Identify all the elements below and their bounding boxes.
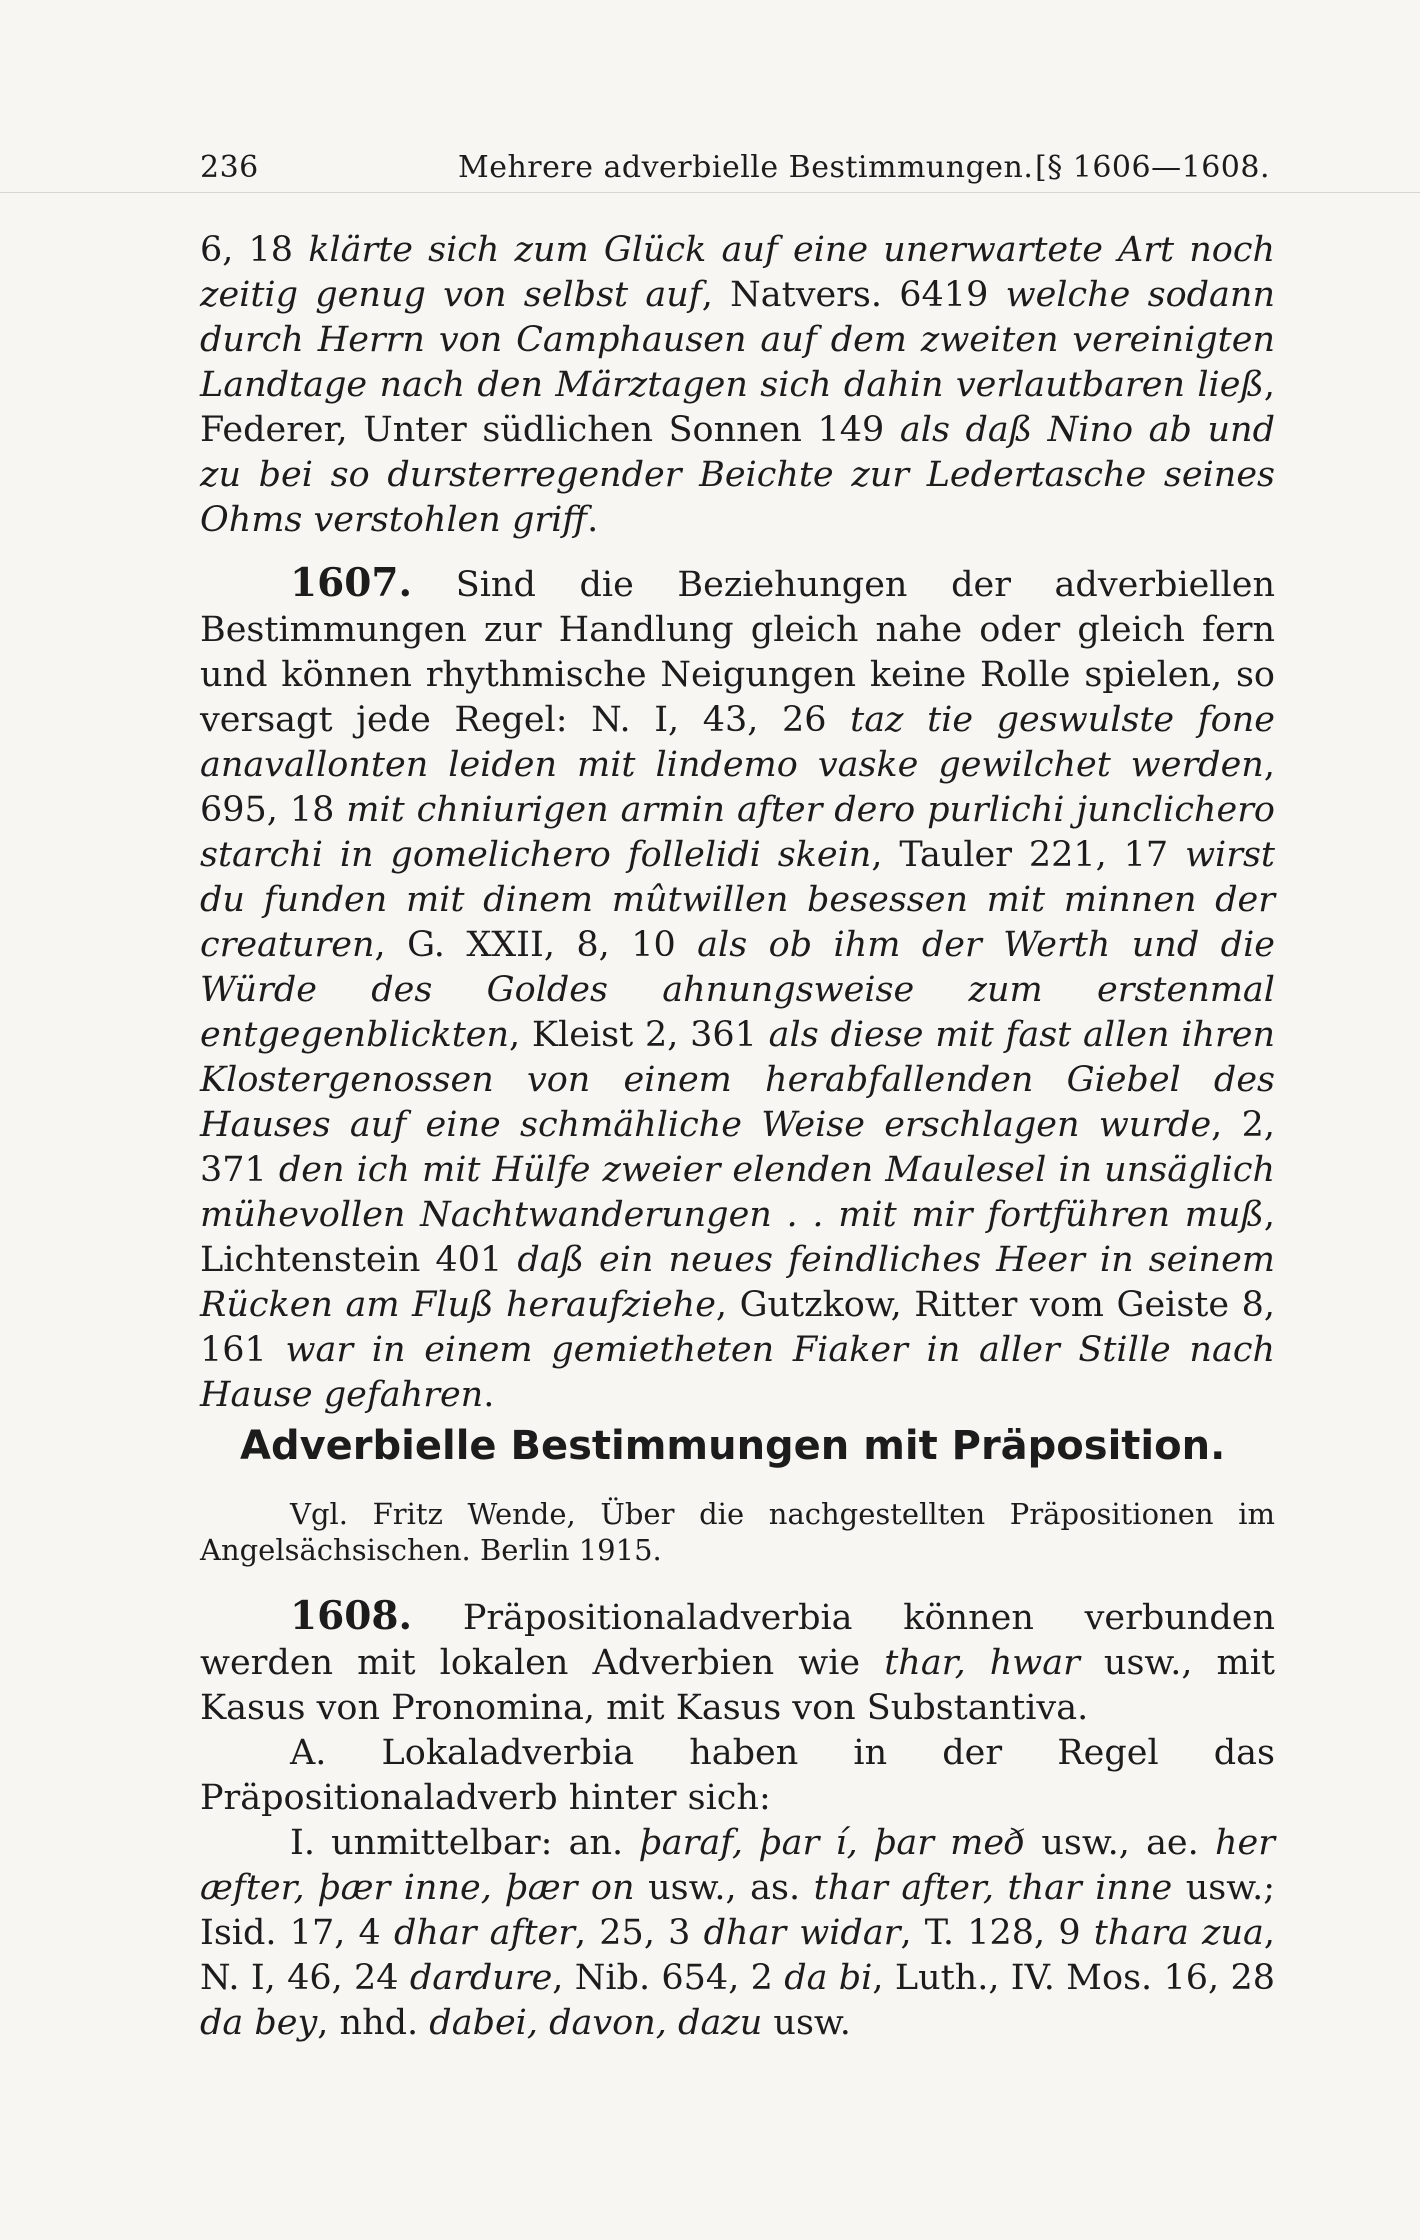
example-quote: dhar after — [393, 1913, 575, 1953]
text-span: , Natvers. 6419 — [701, 275, 1006, 315]
example-quote: als diese mit fast allen ihren Klostergenossen von einem herabfallenden Giebel des Hauses auf eine schmähliche Weise erschlagen wurde — [200, 1015, 1275, 1145]
example-quote: mit chniurigen armin after dero purlichi junclichero starchi in gomelichero follelidi skein — [200, 790, 1275, 875]
example-quote: daß ein neues feindliches Heer in seinem Rücken am Fluß heraufziehe — [200, 1240, 1275, 1325]
example-quote: taz tie geswulste fone anavallonten leiden mit lindemo vaske gewilchet werden — [200, 700, 1276, 785]
body-text — [200, 228, 1275, 1418]
text-span: , Kleist 2, 361 — [509, 1015, 769, 1055]
text-span: usw.; Isid. 17, 4 — [200, 1868, 1275, 1953]
body-text-2 — [200, 1594, 1275, 2046]
example-quote: klärte sich zum Glück auf eine unerwartete Art noch zeitig genug von selbst auf — [200, 230, 1275, 315]
example-quote: þaraf, þar í, þar með — [639, 1823, 1026, 1863]
section-number: 1607. — [290, 560, 413, 606]
page-number: 236 — [200, 150, 259, 185]
bibliography-text: Vgl. Fritz Wende, Über die nachgestellten Präpositionen im Angelsächsischen. Berlin 1915. — [200, 1497, 1275, 1567]
text-span: , 25, 3 — [575, 1913, 704, 1953]
text-span: usw., mit Kasus von Pronomina, mit Kasus von Substantiva. — [200, 1643, 1275, 1728]
paragraph-1607 — [200, 561, 1275, 1418]
text-span: usw. — [762, 2003, 851, 2043]
section-heading: Adverbielle Bestimmungen mit Präposition. — [240, 1423, 1226, 1469]
example-quote: thara zua — [1093, 1913, 1264, 1953]
paragraph-1606-continuation — [200, 228, 1275, 543]
example-quote: her æfter, þær inne, þær on — [200, 1823, 1275, 1908]
example-quote: war in einem gemietheten Fiaker in aller Stille nach Hause gefahren — [200, 1330, 1275, 1415]
text-span: Sind die Beziehungen der adverbiellen Bestimmungen zur Handlung gleich nahe oder gleich fern und können rhythmische Neigungen keine Rolle spielen, so versagt jede Regel: N. I, 43, 26 — [200, 565, 1275, 740]
text-span: , T. 128, 9 — [900, 1913, 1094, 1953]
text-span: , Luth., IV. Mos. 16, 28 — [872, 1958, 1275, 1998]
paragraph-1608 — [200, 1594, 1275, 1731]
bibliography-note — [200, 1496, 1275, 1568]
paragraph-i — [200, 1821, 1275, 2046]
text-span: , Nib. 654, 2 — [552, 1958, 785, 1998]
text-span: , Gutzkow, Ritter vom Geiste 8, 161 — [200, 1285, 1275, 1370]
example-quote: da bi — [784, 1958, 873, 1998]
example-quote: dhar widar — [703, 1913, 901, 1953]
example-quote: als ob ihm der Werth und die Würde des Goldes ahnungsweise zum erstenmal entgegenblickten — [200, 925, 1275, 1055]
text-span: , 695, 18 — [200, 745, 1275, 830]
text-span: . — [483, 1375, 495, 1415]
running-title: Mehrere adverbielle Bestimmungen. — [458, 150, 1034, 185]
section-number: 1608. — [290, 1593, 413, 1639]
text-span: I. unmittelbar: an. — [290, 1823, 640, 1863]
example-quote: als daß Nino ab und zu bei so dursterregender Beichte zur Ledertasche seines Ohms verstohlen griff — [200, 410, 1275, 540]
text-span: usw., ae. — [1025, 1823, 1215, 1863]
text-span: Präpositionaladverbia können verbunden werden mit lokalen Adverbien wie — [200, 1598, 1275, 1683]
text-span: , nhd. — [317, 2003, 430, 2043]
text-span: . — [587, 500, 599, 540]
example-quote: dabei, davon, dazu — [429, 2003, 763, 2043]
text-span: , N. I, 46, 24 — [200, 1913, 1275, 1998]
example-quote: den ich mit Hülfe zweier elenden Maulesel in unsäglich mühevollen Nachtwanderungen . . mit mir fortführen muß — [200, 1150, 1276, 1235]
text-span: , Lichtenstein 401 — [200, 1195, 1275, 1280]
text-span: , 2, 371 — [200, 1105, 1275, 1190]
text-span: , Federer, Unter südlichen Sonnen 149 — [200, 365, 1275, 450]
example-quote: welche sodann durch Herrn von Camphausen auf dem zweiten vereinigten Landtage nach den Märztagen sich dahin verlautbaren ließ — [200, 275, 1276, 405]
text-span: , G. XXII, 8, 10 — [374, 925, 698, 965]
text-span: usw., as. — [634, 1868, 814, 1908]
example-quote: thar after, thar inne — [813, 1868, 1173, 1908]
text-span: , Tauler 221, 17 — [871, 835, 1186, 875]
section-range: [§ 1606—1608. — [1035, 150, 1270, 185]
example-quote: wirst du funden mit dinem mûtwillen besessen mit minnen der creaturen — [200, 835, 1275, 965]
example-quote: dardure — [409, 1958, 553, 1998]
header-rule — [0, 192, 1420, 193]
paragraph-a: A. Lokaladverbia haben in der Regel das Präpositionaladverb hinter sich: — [200, 1733, 1275, 1818]
example-quote: thar, hwar — [884, 1643, 1080, 1683]
example-quote: da bey — [200, 2003, 318, 2043]
text-span: 6, 18 — [200, 230, 309, 270]
